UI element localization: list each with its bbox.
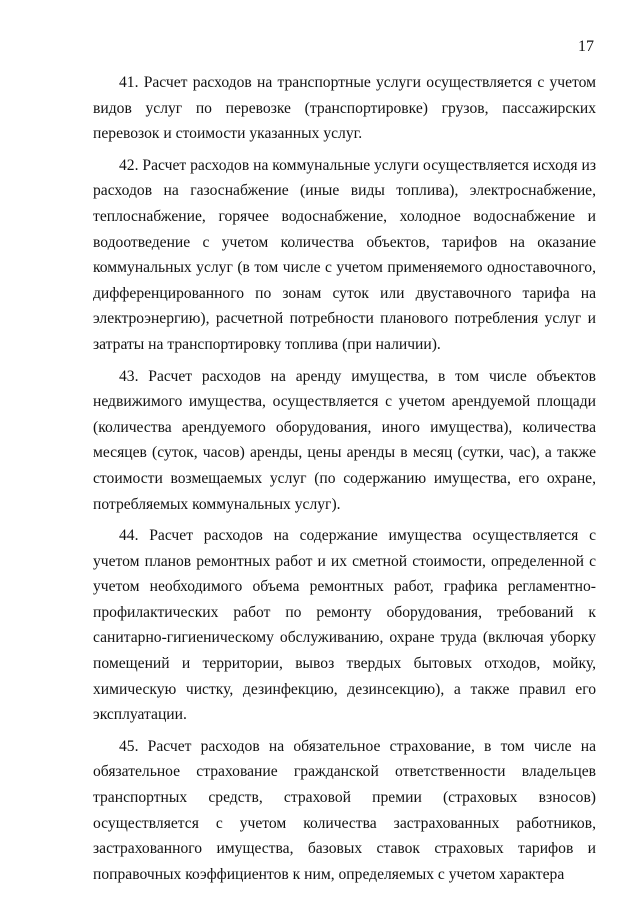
paragraph-42: 42. Расчет расходов на коммунальные услуги осуществляется исходя из расходов на газоснабжение (иные виды топлива), электроснабжение, теплоснабжение, горячее водоснабжение, холодное водоснабжение и водоотведение с учетом количества объектов, тарифов на оказание коммунальных услуг (в том числе с учетом применяемого одноставочного, дифференцированного по зонам суток или двуставочного тарифа на электроэнергию), расчетной потребности планового потребления услуг и затраты на транспортировку топлива (при наличии).: [93, 156, 596, 353]
page-number: 17: [578, 38, 594, 55]
paragraph-44: 44. Расчет расходов на содержание имущества осуществляется с учетом планов ремонтных работ и их сметной стоимости, определенной с учетом необходимого объема ремонтных работ, графика регламентно-профилактических работ по ремонту оборудования, требований к санитарно-гигиеническому обслуживанию, охране труда (включая уборку помещений и территории, вывоз твердых бытовых отходов, мойку, химическую чистку, дезинфекцию, дезинсекцию), а также правил его эксплуатации.: [93, 527, 596, 724]
document-body: [93, 70, 596, 893]
paragraph-43: 43. Расчет расходов на аренду имущества, в том числе объектов недвижимого имущества, осуществляется с учетом арендуемой площади (количества арендуемого оборудования, иного имущества), количества месяцев (суток, часов) аренды, цены аренды в месяц (сутки, час), а также стоимости возмещаемых услуг (по содержанию имущества, его охране, потребляемых коммунальных услуг).: [93, 367, 596, 513]
paragraph-45: 45. Расчет расходов на обязательное страхование, в том числе на обязательное страхование гражданской ответственности владельцев транспортных средств, страховой премии (страховых взносов) осуществляется с учетом количества застрахованных работников, застрахованного имущества, базовых ставок страховых тарифов и поправочных коэффициентов к ним, определяемых с учетом характера: [93, 737, 596, 883]
paragraph-41: 41. Расчет расходов на транспортные услуги осуществляется с учетом видов услуг по перевозке (транспортировке) грузов, пассажирских перевозок и стоимости указанных услуг.: [93, 74, 596, 143]
